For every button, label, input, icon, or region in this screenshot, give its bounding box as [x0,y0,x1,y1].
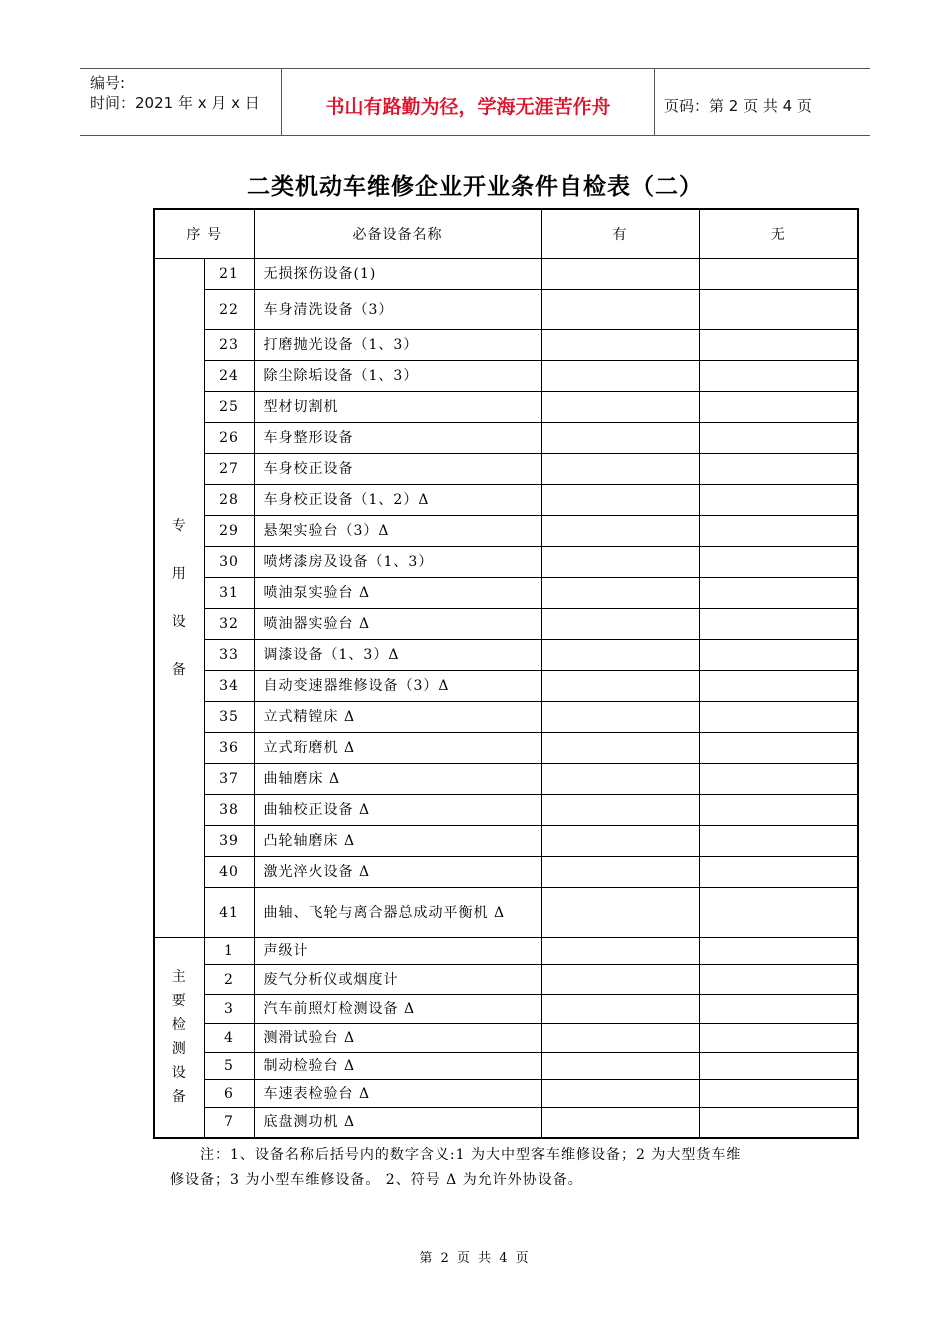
equipment-name: 激光淬火设备 Δ [254,857,541,888]
header-top-rule [80,68,870,69]
not-have-cell[interactable] [699,454,858,485]
equipment-name: 立式精镗床 Δ [254,702,541,733]
table-row [154,361,858,392]
has-cell[interactable] [541,857,699,888]
not-have-cell[interactable] [699,1053,858,1080]
row-number: 1 [204,938,254,965]
has-cell[interactable] [541,1080,699,1108]
has-cell[interactable] [541,702,699,733]
equipment-name: 喷油泵实验台 Δ [254,578,541,609]
has-cell[interactable] [541,1053,699,1080]
table-row [154,423,858,454]
has-cell[interactable] [541,826,699,857]
header-equipment-name: 必备设备名称 [254,209,541,259]
row-number: 7 [204,1108,254,1138]
not-have-cell[interactable] [699,640,858,671]
not-have-cell[interactable] [699,826,858,857]
page-title: 二类机动车维修企业开业条件自检表（二） [247,174,703,200]
has-cell[interactable] [541,640,699,671]
table-row [154,1080,858,1108]
not-have-cell[interactable] [699,578,858,609]
has-cell[interactable] [541,1108,699,1138]
not-have-cell[interactable] [699,290,858,330]
has-cell[interactable] [541,965,699,995]
row-number: 23 [204,330,254,361]
equipment-name: 曲轴磨床 Δ [254,764,541,795]
table-row [154,392,858,423]
equipment-name: 废气分析仪或烟度计 [254,965,541,995]
table-row [154,290,858,330]
not-have-cell[interactable] [699,361,858,392]
header-divider-right [654,68,655,136]
has-cell[interactable] [541,733,699,764]
equipment-name: 喷烤漆房及设备（1、3） [254,547,541,578]
inspection-category-label [154,938,204,1138]
category-char: 设 [171,614,187,630]
category-char: 备 [171,662,187,678]
row-number: 4 [204,1024,254,1053]
not-have-cell[interactable] [699,485,858,516]
row-number: 22 [204,290,254,330]
equipment-name: 声级计 [254,938,541,965]
equipment-name: 自动变速器维修设备（3）Δ [254,671,541,702]
row-number: 33 [204,640,254,671]
has-cell[interactable] [541,361,699,392]
has-cell[interactable] [541,392,699,423]
equipment-name: 车身校正设备 [254,454,541,485]
row-number: 5 [204,1053,254,1080]
header-no: 无 [699,209,858,259]
row-number: 38 [204,795,254,826]
row-number: 40 [204,857,254,888]
not-have-cell[interactable] [699,547,858,578]
has-cell[interactable] [541,995,699,1024]
equipment-name: 除尘除垢设备（1、3） [254,361,541,392]
table-row [154,609,858,640]
row-number: 28 [204,485,254,516]
not-have-cell[interactable] [699,516,858,547]
has-cell[interactable] [541,423,699,454]
document-time: 时间：2021 年 x 月 x 日 [90,94,260,112]
equipment-name: 调漆设备（1、3）Δ [254,640,541,671]
table-row [154,1024,858,1053]
table-row [154,1108,858,1138]
table-row [154,795,858,826]
equipment-name: 悬架实验台（3）Δ [254,516,541,547]
row-number: 41 [204,888,254,938]
table-row [154,733,858,764]
header-motto: 书山有路勤为径，学海无涯苦作舟 [325,96,611,118]
table-row [154,516,858,547]
row-number: 39 [204,826,254,857]
category-char: 测 [171,1041,187,1058]
category-char: 检 [171,1017,187,1034]
not-have-cell[interactable] [699,965,858,995]
table-row [154,826,858,857]
has-cell[interactable] [541,516,699,547]
not-have-cell[interactable] [699,392,858,423]
table-row [154,330,858,361]
has-cell[interactable] [541,795,699,826]
row-number: 25 [204,392,254,423]
header-bottom-rule [80,135,870,136]
category-char: 用 [171,566,187,582]
row-number: 2 [204,965,254,995]
not-have-cell[interactable] [699,857,858,888]
has-cell[interactable] [541,671,699,702]
table-row [154,547,858,578]
header-yes: 有 [541,209,699,259]
table-row [154,578,858,609]
not-have-cell[interactable] [699,764,858,795]
not-have-cell[interactable] [699,423,858,454]
table-row [154,702,858,733]
row-number: 34 [204,671,254,702]
has-cell[interactable] [541,547,699,578]
row-number: 26 [204,423,254,454]
has-cell[interactable] [541,888,699,938]
has-cell[interactable] [541,578,699,609]
equipment-name: 汽车前照灯检测设备 Δ [254,995,541,1024]
table-row [154,640,858,671]
table-row [154,857,858,888]
category-char: 专 [171,518,187,534]
has-cell[interactable] [541,485,699,516]
table-row [154,888,858,938]
document-number: 编号: [90,74,126,92]
not-have-cell[interactable] [699,702,858,733]
equipment-name: 无损探伤设备(1) [254,259,541,290]
table-row [154,259,858,290]
row-number: 31 [204,578,254,609]
category-char: 主 [171,969,187,986]
table-row [154,1053,858,1080]
equipment-checklist-table [153,208,859,1139]
category-char: 设 [171,1065,187,1082]
not-have-cell[interactable] [699,795,858,826]
equipment-name: 车身校正设备（1、2）Δ [254,485,541,516]
not-have-cell[interactable] [699,938,858,965]
equipment-name: 车身整形设备 [254,423,541,454]
row-number: 30 [204,547,254,578]
not-have-cell[interactable] [699,995,858,1024]
row-number: 21 [204,259,254,290]
page-footer: 第 2 页 共 4 页 [419,1251,531,1266]
equipment-name: 底盘测功机 Δ [254,1108,541,1138]
not-have-cell[interactable] [699,609,858,640]
table-row [154,938,858,965]
equipment-name: 曲轴、飞轮与离合器总成动平衡机 Δ [254,888,541,938]
table-row [154,454,858,485]
row-number: 29 [204,516,254,547]
category-char: 要 [171,993,187,1010]
has-cell[interactable] [541,259,699,290]
page-indicator: 页码：第 2 页 共 4 页 [664,97,812,115]
not-have-cell[interactable] [699,671,858,702]
table-header-row [154,209,858,259]
table-note-line2: 修设备；3 为小型车维修设备。 2、符号 Δ 为允许外协设备。 [170,1172,583,1188]
row-number: 32 [204,609,254,640]
equipment-name: 曲轴校正设备 Δ [254,795,541,826]
row-number: 35 [204,702,254,733]
has-cell[interactable] [541,454,699,485]
equipment-name: 打磨抛光设备（1、3） [254,330,541,361]
row-number: 24 [204,361,254,392]
not-have-cell[interactable] [699,1024,858,1053]
table-row [154,965,858,995]
category-char: 备 [171,1089,187,1106]
equipment-name: 车速表检验台 Δ [254,1080,541,1108]
equipment-name: 立式珩磨机 Δ [254,733,541,764]
not-have-cell[interactable] [699,259,858,290]
not-have-cell[interactable] [699,330,858,361]
table-row [154,995,858,1024]
equipment-name: 制动检验台 Δ [254,1053,541,1080]
row-number: 37 [204,764,254,795]
equipment-name: 型材切割机 [254,392,541,423]
table-note-line1: 注：1、设备名称后括号内的数字含义:1 为大中型客车维修设备；2 为大型货车维 [200,1147,742,1163]
table-row [154,764,858,795]
not-have-cell[interactable] [699,1108,858,1138]
has-cell[interactable] [541,290,699,330]
row-number: 27 [204,454,254,485]
has-cell[interactable] [541,609,699,640]
not-have-cell[interactable] [699,1080,858,1108]
has-cell[interactable] [541,1024,699,1053]
has-cell[interactable] [541,938,699,965]
table-row [154,485,858,516]
has-cell[interactable] [541,330,699,361]
table-row [154,671,858,702]
has-cell[interactable] [541,764,699,795]
not-have-cell[interactable] [699,733,858,764]
row-number: 36 [204,733,254,764]
header-seq: 序 号 [154,209,254,259]
special-category-label [154,259,204,938]
equipment-name: 测滑试验台 Δ [254,1024,541,1053]
row-number: 6 [204,1080,254,1108]
row-number: 3 [204,995,254,1024]
equipment-name: 车身清洗设备（3） [254,290,541,330]
equipment-name: 喷油器实验台 Δ [254,609,541,640]
not-have-cell[interactable] [699,888,858,938]
equipment-name: 凸轮轴磨床 Δ [254,826,541,857]
